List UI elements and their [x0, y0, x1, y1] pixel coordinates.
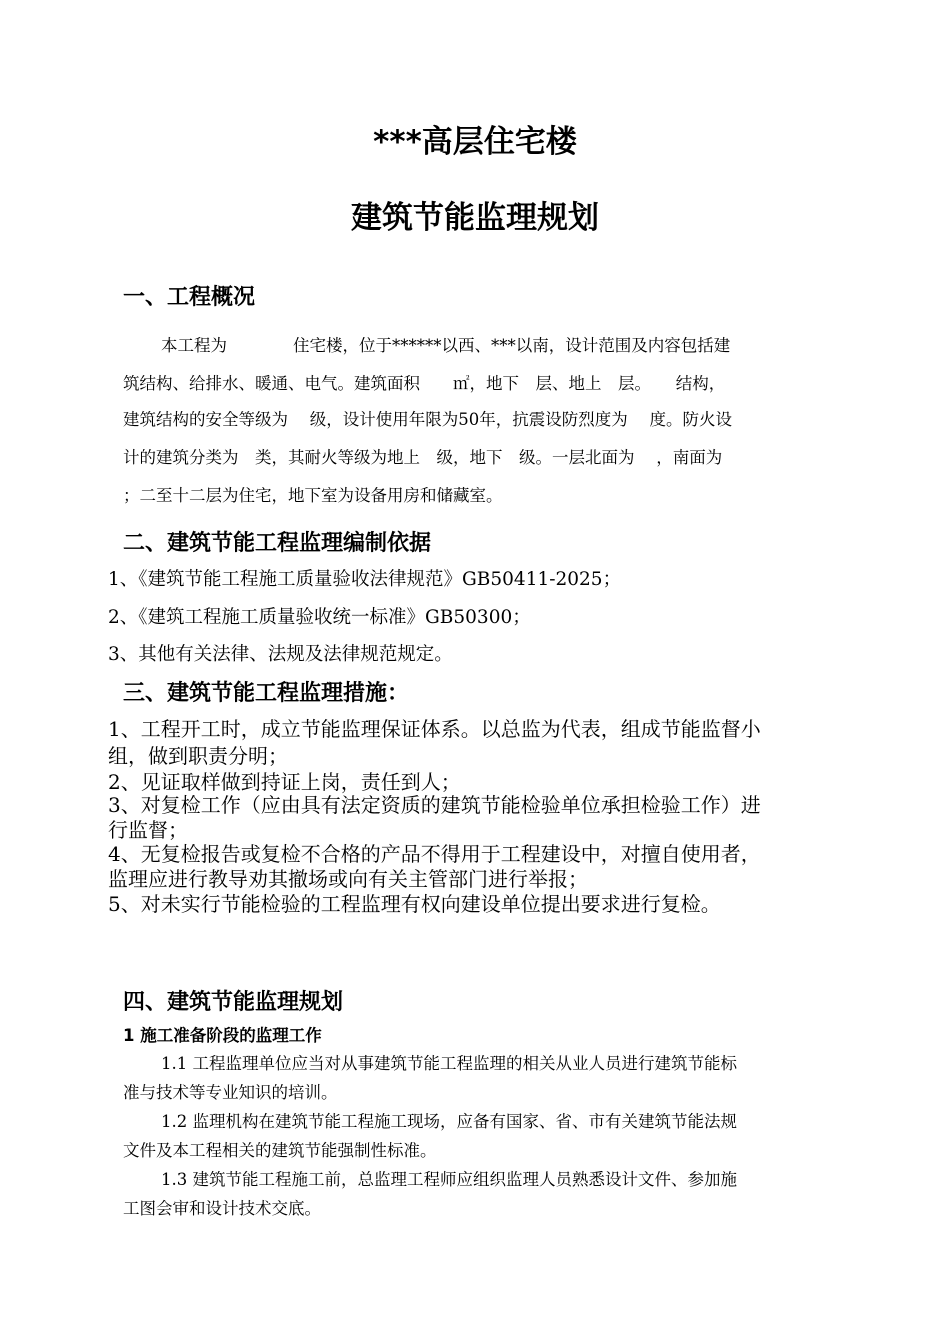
section-3-line: 4、无复检报告或复检不合格的产品不得用于工程建设中，对擅自使用者，	[108, 842, 761, 866]
section-1-line: ；二至十二层为住宅，地下室为设备用房和储藏室。	[123, 486, 503, 505]
section-4-line: 工图会审和设计技术交底。	[123, 1199, 321, 1218]
section-1-line: 计的建筑分类为 类，其耐火等级为地上 级，地下 级。一层北面为 ，南面为	[123, 448, 723, 467]
section-2-item: 3、其他有关法律、法规及法律规范规定。	[108, 644, 453, 665]
section-1-heading: 一、工程概况	[123, 285, 256, 310]
section-3-line: 1、工程开工时，成立节能监理保证体系。以总监为代表，组成节能监督小	[108, 717, 761, 741]
section-3-line: 2、见证取样做到持证上岗，责任到人；	[108, 770, 461, 794]
section-4-line: 准与技术等专业知识的培训。	[123, 1083, 338, 1102]
section-2-item: 1、《建筑节能工程施工质量验收法律规范》GB50411-2025；	[108, 569, 622, 590]
document-title: ***高层住宅楼	[373, 124, 577, 160]
section-3-line: 监理应进行教导劝其撤场或向有关主管部门进行举报；	[108, 867, 588, 891]
section-4-subheading: 1 施工准备阶段的监理工作	[123, 1026, 322, 1045]
section-3-line: 行监督；	[108, 818, 188, 842]
document-subtitle: 建筑节能监理规划	[351, 200, 599, 236]
section-4-line: 1.1 工程监理单位应当对从事建筑节能工程监理的相关从业人员进行建筑节能标	[161, 1054, 737, 1073]
section-4-line: 1.2 监理机构在建筑节能工程施工现场，应备有国家、省、市有关建筑节能法规	[161, 1112, 737, 1131]
section-1-line: 本工程为 住宅楼，位于******以西、***以南，设计范围及内容包括建	[161, 336, 731, 355]
section-2-item: 2、《建筑工程施工质量验收统一标准》GB50300；	[108, 607, 531, 628]
section-3-line: 3、对复检工作（应由具有法定资质的建筑节能检验单位承担检验工作）进	[108, 793, 761, 817]
section-3-line: 5、对未实行节能检验的工程监理有权向建设单位提出要求进行复检。	[108, 892, 721, 916]
section-3-line: 组，做到职责分明；	[108, 744, 288, 768]
section-1-line: 筑结构、给排水、暖通、电气。建筑面积 ㎡，地下 层、地上 层。 结构，	[123, 374, 726, 393]
section-4-line: 文件及本工程相关的建筑节能强制性标准。	[123, 1141, 437, 1160]
section-4-heading: 四、建筑节能监理规划	[123, 990, 344, 1015]
section-4-line: 1.3 建筑节能工程施工前，总监理工程师应组织监理人员熟悉设计文件、参加施	[161, 1170, 737, 1189]
section-2-heading: 二、建筑节能工程监理编制依据	[123, 531, 432, 556]
section-1-line: 建筑结构的安全等级为 级，设计使用年限为50年，抗震设防烈度为 度。防火设	[123, 410, 732, 429]
section-3-heading: 三、建筑节能工程监理措施：	[123, 681, 410, 706]
